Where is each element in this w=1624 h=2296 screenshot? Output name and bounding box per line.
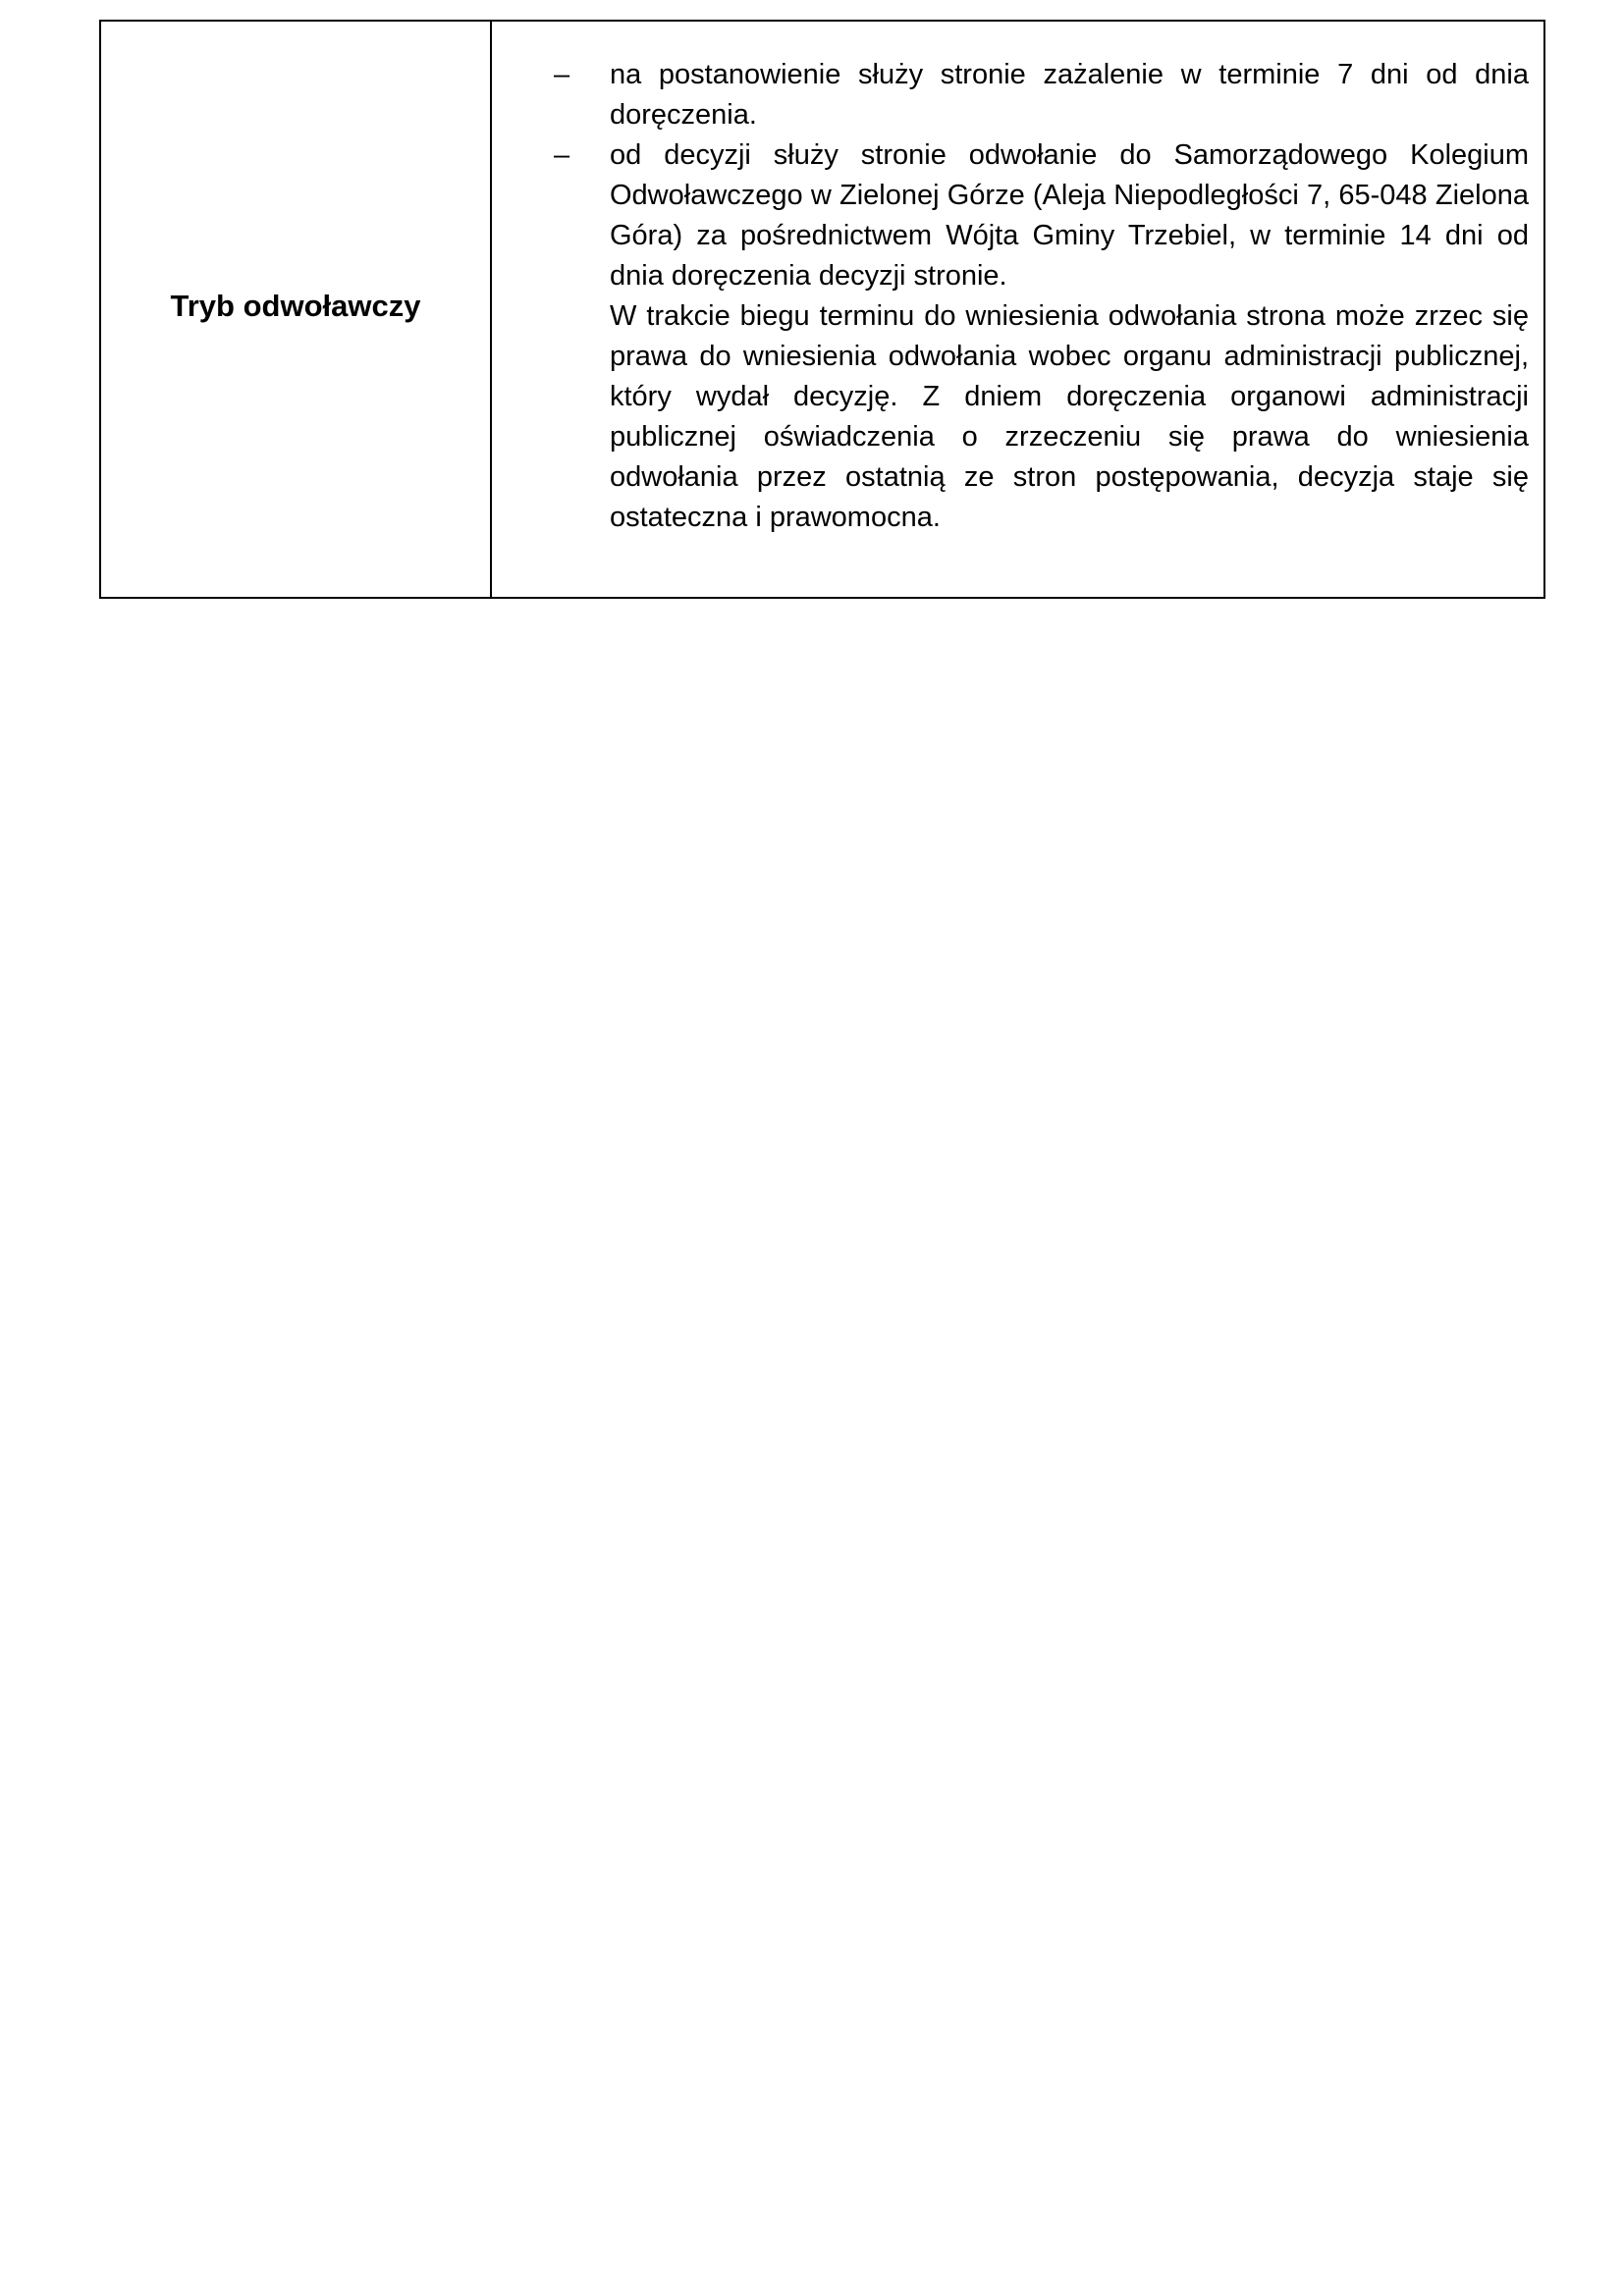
dash-bullet-icon: – — [554, 59, 570, 90]
content-body — [492, 22, 1543, 538]
appeal-procedure-table — [99, 20, 1545, 599]
list-item-text: na postanowienie służy stronie zażalenie w terminie 7 dni od dnia doręczenia. — [610, 59, 1529, 131]
list-item — [554, 55, 1529, 135]
table-row — [100, 21, 1544, 598]
row-heading: Tryb odwoławczy — [170, 288, 421, 323]
content-cell — [491, 21, 1544, 598]
list-item — [554, 135, 1529, 296]
list-item-text: od decyzji służy stronie odwołanie do Samorządowego Kolegium Odwoławczego w Zielonej Górze (Aleja Niepodległości 7, 65-048 Zielona Góra) za pośrednictwem Wójta Gminy Trzebiel, w terminie 14 dni od dnia doręczenia decyzji stronie. — [610, 139, 1529, 292]
dash-bullet-icon: – — [554, 139, 570, 171]
paragraph-text: W trakcie biegu terminu do wniesienia odwołania strona może zrzec się prawa do wniesienia odwołania wobec organu administracji publicznej, który wydał decyzję. Z dniem doręczenia organowi administracji publicznej oświadczenia o zrzeczeniu się prawa do wniesienia odwołania przez ostatnią ze stron postępowania, decyzja staje się ostateczna i prawomocna. — [610, 300, 1529, 533]
label-cell — [100, 21, 491, 598]
